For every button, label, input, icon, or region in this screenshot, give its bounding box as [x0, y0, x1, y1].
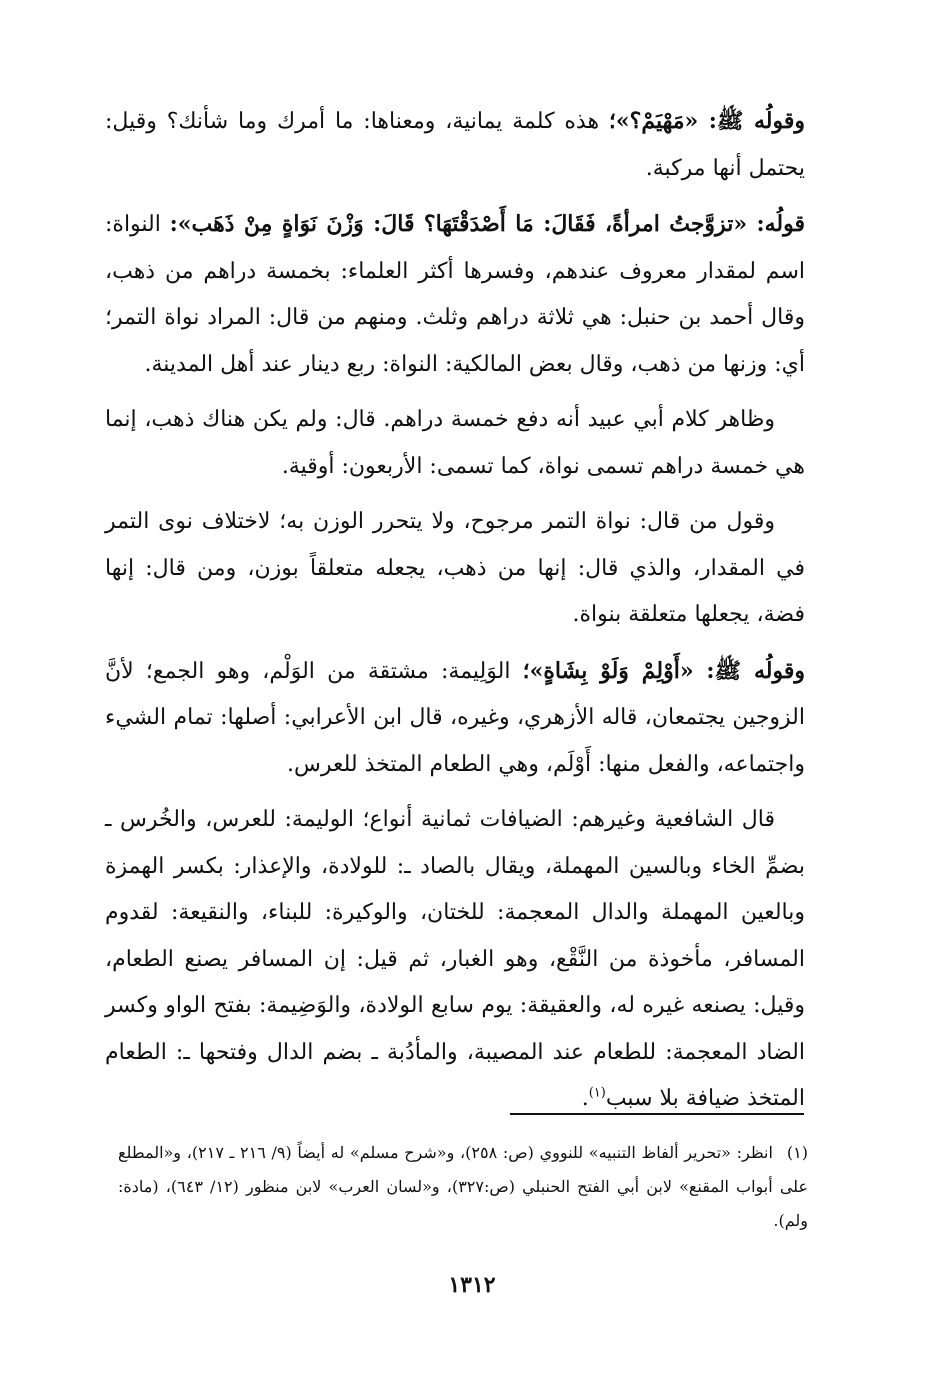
paragraph-1 — [105, 98, 805, 192]
paragraph-3 — [105, 397, 805, 490]
paragraph-5 — [105, 648, 805, 789]
hadith-lead: وقولُه ﷺ: «مَهْيَمْ؟»؛ — [608, 108, 805, 134]
paragraph-text: وظاهر كلام أبي عبيد أنه دفع خمسة دراهم. قال: ولم يكن هناك ذهب، إنما هي خمسة دراهم تسمى نواة، كما تسمى: الأربعون: أوقية. — [105, 407, 805, 479]
hadith-lead: وقولُه ﷺ: «أَوْلِمْ وَلَوْ بِشَاةٍ»؛ — [522, 657, 805, 684]
paragraph-tail: . — [581, 1086, 589, 1111]
page-number: ١٣١٢ — [448, 1272, 496, 1298]
paragraph-2 — [105, 201, 805, 388]
paragraph-6 — [105, 797, 805, 1123]
paragraph-4 — [105, 499, 805, 639]
footnote-text: انظر: «تحرير ألفاظ التنبيه» للنووي (ص: ٢٥٨)، و«شرح مسلم» له أيضاً (٩/ ٢١٦ ـ ٢١٧)، و«المطلع على أبواب المقنع» لابن أبي الفتح الحنبلي (ص:٣٢٧)، و«لسان العرب» لابن منظور (١٢/ ٦٤٣)، (مادة: ولم). — [118, 1143, 809, 1230]
footnote — [118, 1136, 808, 1238]
footnote-divider — [510, 1113, 804, 1115]
footnote-reference: (١) — [588, 1085, 606, 1101]
paragraph-text: هذه كلمة يمانية، ومعناها: ما أمرك وما شأنك؟ وقيل: يحتمل أنها مركبة. — [105, 109, 805, 181]
hadith-lead: قولُه: «تزوَّجتُ امرأةً، فَقَالَ: مَا أَصْدَقْتَهَا؟ قَالَ: وَزْنَ نَوَاةٍ مِنْ ذَهَب»: — [169, 211, 805, 237]
paragraph-text: النواة: اسم لمقدار معروف عندهم، وفسرها أكثر العلماء: بخمسة دراهم من ذهب، وقال أحمد بن حنبل: هي ثلاثة دراهم وثلث. ومنهم من قال: المراد نواة التمر؛ أي: وزنها من ذهب، وقال بعض المالكية: النواة: ربع دينار عند أهل المدينة. — [105, 212, 805, 377]
paragraph-text: وقول من قال: نواة التمر مرجوح، ولا يتحرر الوزن به؛ لاختلاف نوى التمر في المقدار، والذي قال: إنها من ذهب، يجعله متعلقاً بوزن، ومن قال: إنها فضة، يجعلها متعلقة بنواة. — [105, 509, 805, 627]
paragraph-text: الوَلِيمة: مشتقة من الوَلْم، وهو الجمع؛ لأنَّ الزوجين يجتمعان، قاله الأزهري، وغيره، قال ابن الأعرابي: أصلها: تمام الشيء واجتماعه، والفعل منها: أَوْلَم، وهي الطعام المتخذ للعرس. — [105, 658, 805, 777]
paragraph-text: قال الشافعية وغيرهم: الضيافات ثمانية أنواع؛ الوليمة: للعرس، والخُرس ـ بضمِّ الخاء وبالسين المهملة، ويقال بالصاد ـ: للولادة، والإعذار: بكسر الهمزة وبالعين المهملة والدال المعجمة: للختان، والوكيرة: للبناء، والنقيعة: لقدوم المسافر، مأخوذة من النَّقْع، وهو الغبار، ثم قيل: إن المسافر يصنع الطعام، وقيل: يصنعه غيره له، والعقيقة: يوم سابع الولادة، والوَضِيمة: بفتح الواو وكسر الضاد المعجمة: للطعام عند المصيبة، والمأدُبة ـ بضم الدال وفتحها ـ: الطعام المتخذ ضيافة بلا سبب — [105, 807, 805, 1111]
main-text — [105, 98, 805, 1132]
footnote-number: (١) — [786, 1143, 808, 1162]
